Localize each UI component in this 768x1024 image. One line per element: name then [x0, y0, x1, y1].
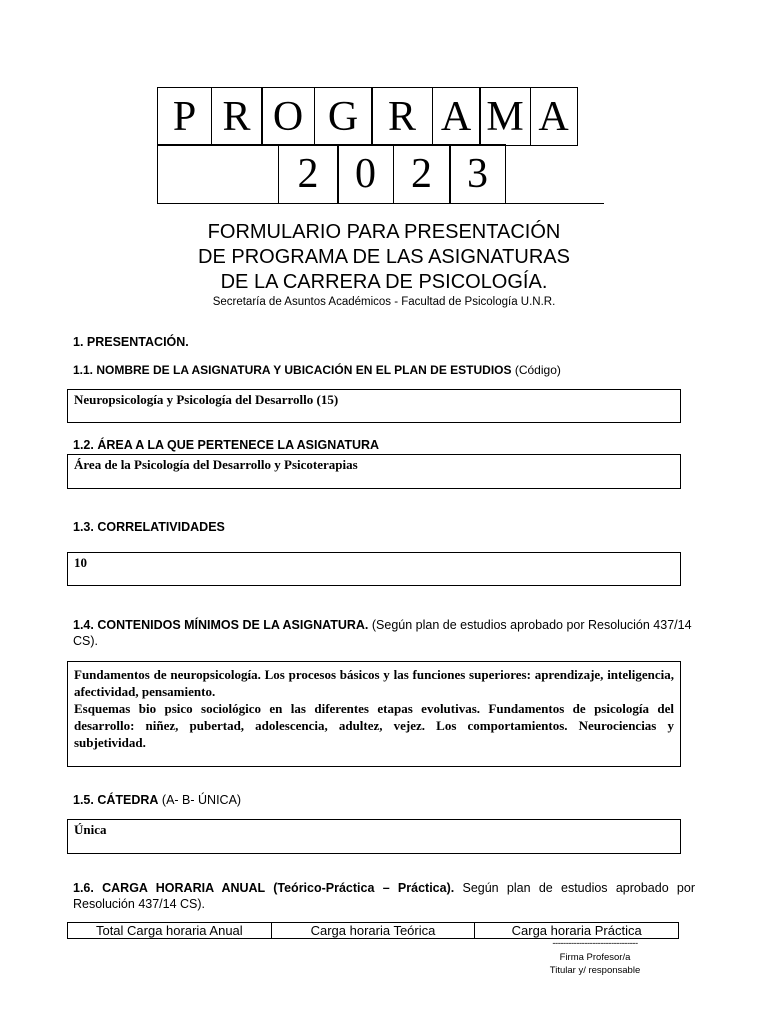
chair-value: Única	[74, 822, 107, 837]
min-contents-paragraph-1: Fundamentos de neuropsicología. Los procesos básicos y las funciones superiores: aprendizaje, inteligencia, afectividad, pensamiento.	[74, 667, 674, 699]
section-1-heading: 1. PRESENTACIÓN.	[73, 335, 189, 349]
area-value: Área de la Psicología del Desarrollo y Psicoterapias	[74, 457, 358, 472]
program-letter: O	[261, 87, 315, 146]
correlatives-value: 10	[74, 555, 87, 570]
year-digit: 2	[278, 144, 339, 204]
practice-hours-header: Carga horaria Práctica	[475, 923, 679, 939]
program-letter: A	[530, 87, 578, 146]
section-1-1-heading	[73, 363, 561, 377]
section-1-5-heading	[73, 793, 241, 807]
year-empty-cell	[157, 144, 279, 204]
section-1-5-note: (A- B- ÚNICA)	[158, 793, 242, 807]
total-hours-header: Total Carga horaria Anual	[68, 923, 272, 939]
program-header	[157, 87, 578, 146]
min-contents-paragraph-2: Esquemas bio psico sociológico en las diferentes etapas evolutivas. Fundamentos de psicología del desarrollo: niñez, pubertad, adolescencia, adultez, vejez. Los comportamientos. Neurociencias y subjetividad.	[74, 701, 674, 750]
section-1-6-note: Según plan de estudios aprobado por Resolución 437/14 CS).	[73, 881, 695, 911]
subject-name-box	[67, 389, 681, 423]
min-contents-box	[67, 661, 681, 767]
form-title-line-1: FORMULARIO PARA PRESENTACIÓN	[207, 221, 561, 243]
hours-table	[67, 922, 679, 939]
program-letter: R	[211, 87, 263, 146]
year-empty-cell	[505, 144, 604, 204]
year-digit: 3	[449, 144, 506, 204]
program-letter: M	[479, 87, 531, 146]
program-letter: A	[432, 87, 481, 146]
section-1-5-title: 1.5. CÁTEDRA	[73, 793, 159, 807]
section-1-1-title: 1.1. NOMBRE DE LA ASIGNATURA Y UBICACIÓN EN EL PLAN DE ESTUDIOS	[73, 363, 512, 377]
section-1-3-heading: 1.3. CORRELATIVIDADES	[73, 520, 225, 534]
form-subtitle: Secretaría de Asuntos Académicos - Facultad de Psicología U.N.R.	[212, 296, 556, 308]
program-letter: R	[371, 87, 433, 146]
section-1-1-note: (Código)	[514, 363, 561, 377]
section-1-6-title: 1.6. CARGA HORARIA ANUAL (Teórico-Práctica – Práctica).	[73, 881, 455, 895]
area-box	[67, 454, 681, 489]
theory-hours-header: Carga horaria Teórica	[271, 923, 475, 939]
section-1-4-title: 1.4. CONTENIDOS MÍNIMOS DE LA ASIGNATURA.	[73, 618, 369, 632]
year-digit: 0	[337, 144, 394, 204]
hours-table-header-row	[68, 923, 679, 939]
form-title-line-2: DE PROGRAMA DE LAS ASIGNATURAS	[198, 246, 570, 268]
section-1-4-heading	[73, 617, 695, 649]
correlatives-box	[67, 552, 681, 586]
chair-box	[67, 819, 681, 854]
section-1-4-note: (Según plan de estudios aprobado por Resolución 437/14 CS).	[73, 618, 692, 648]
program-letter: P	[157, 87, 212, 146]
signature-label-1: Firma Profesor/a	[559, 952, 631, 963]
subject-name-value: Neuropsicología y Psicología del Desarrollo (15)	[74, 392, 339, 407]
year-digit: 2	[393, 144, 451, 204]
section-1-2-heading: 1.2. ÁREA A LA QUE PERTENECE LA ASIGNATURA	[73, 438, 380, 452]
signature-label-2: Titular y/ responsable	[549, 965, 641, 976]
form-title-line-3: DE LA CARRERA DE PSICOLOGÍA.	[220, 271, 548, 293]
year-row	[157, 144, 604, 204]
section-1-6-heading	[73, 880, 695, 912]
signature-line: --------------------------------	[552, 938, 638, 949]
program-letter: G	[314, 87, 373, 146]
